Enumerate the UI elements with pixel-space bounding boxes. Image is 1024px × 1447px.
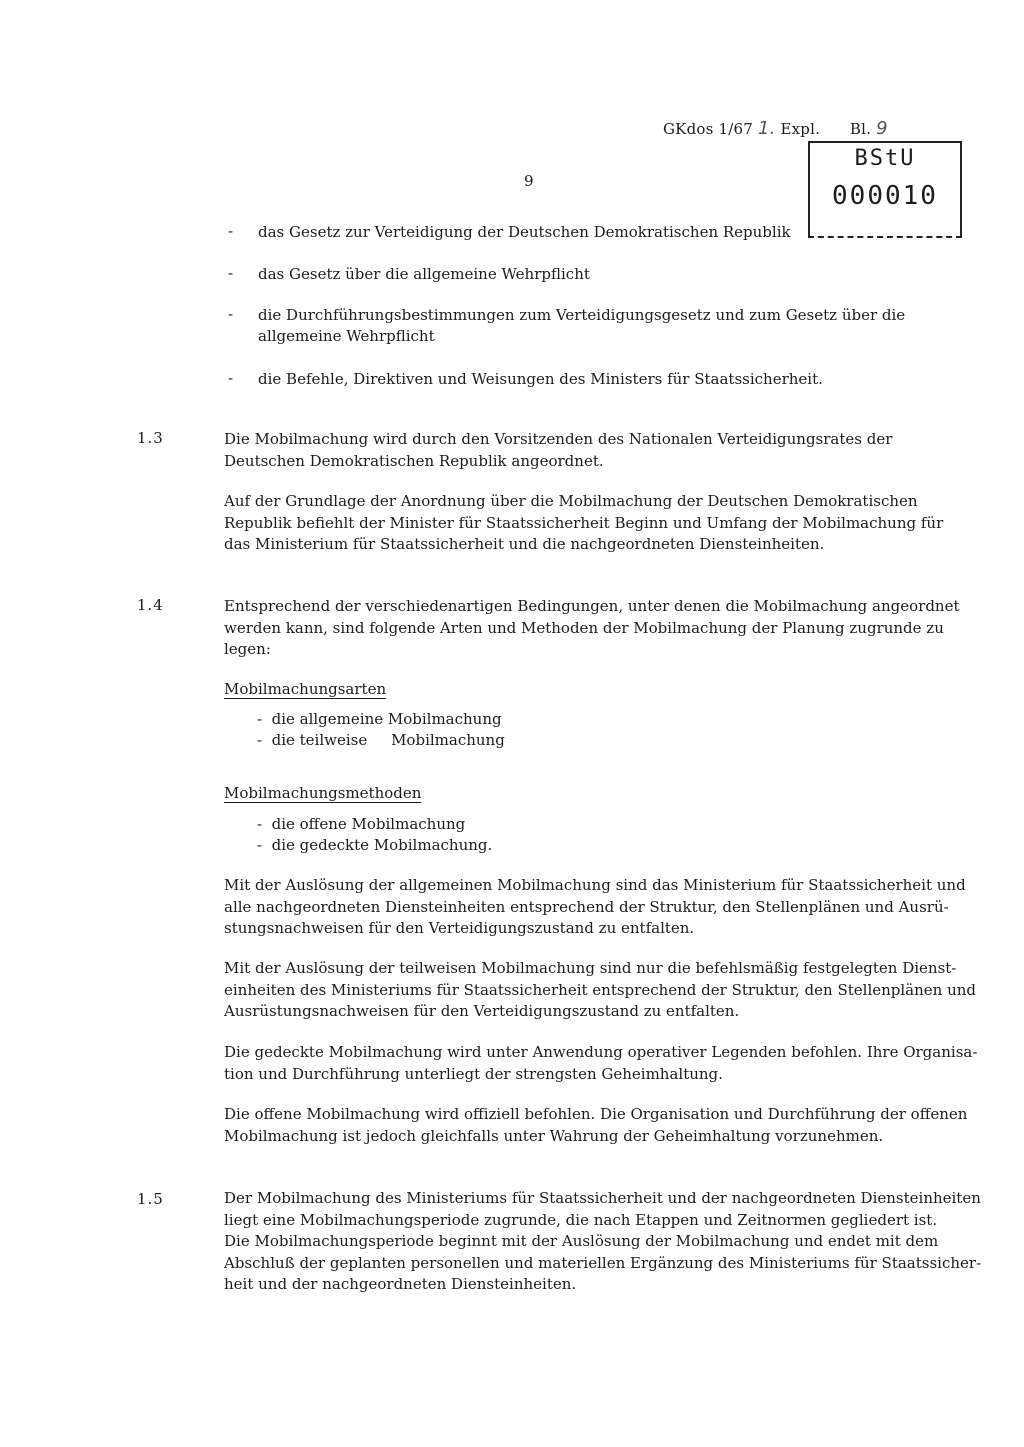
paragraph-gedeckte-mobilmachung [224, 1042, 978, 1085]
list-item: - die offene Mobilmachung [257, 815, 466, 833]
paragraph-teilweise-mobilmachung [224, 958, 977, 1023]
text-line: Abschluß der geplanten personellen und materiellen Ergänzung des Ministeriums für Staatssicher- [224, 1253, 982, 1272]
text-line: Die gedeckte Mobilmachung wird unter Anwendung operativer Legenden befohlen. Ihre Organisa- [224, 1043, 978, 1061]
text-line: Republik befiehlt der Minister für Staatssicherheit Beginn und Umfang der Mobilmachung für [224, 513, 944, 532]
section-1-4-intro [224, 596, 960, 661]
list-item-text: das Gesetz über die allgemeine Wehrpflicht [258, 265, 590, 283]
section-1-3-paragraph-1 [224, 429, 924, 472]
document-reference [663, 118, 888, 139]
section-number-1-4: 1.4 [137, 596, 164, 614]
text-line: Mobilmachung ist jedoch gleichfalls unter Wahrung der Geheimhaltung vorzunehmen. [224, 1126, 884, 1145]
stamp-dashed-edge [808, 236, 962, 238]
list-dash: - [228, 369, 234, 387]
list-item-text: die Durchführungsbestimmungen zum Verteidigungsgesetz und zum Gesetz über die [258, 306, 906, 324]
stamp-agency: BStU [854, 146, 916, 171]
list-item: - die teilweise Mobilmachung [257, 731, 505, 749]
mobilmachungsarten-heading: Mobilmachungsarten [224, 680, 387, 698]
copy-label: Expl. [780, 120, 821, 138]
list-item: - die allgemeine Mobilmachung [257, 710, 502, 728]
list-dash: - [228, 264, 234, 282]
list-dash: - [228, 222, 234, 240]
text-line: einheiten des Ministeriums für Staatssicherheit entsprechend der Struktur, den Stellenplänen und [224, 980, 977, 999]
text-line: Mit der Auslösung der teilweisen Mobilmachung sind nur die befehlsmäßig festgelegten Dienst- [224, 959, 957, 977]
text-line: Entsprechend der verschiedenartigen Bedingungen, unter denen die Mobilmachung angeordnet [224, 597, 960, 615]
text-line: Ausrüstungsnachweisen für den Verteidigungszustand zu entfalten. [224, 1002, 740, 1020]
text-line: Auf der Grundlage der Anordnung über die Mobilmachung der Deutschen Demokratischen [224, 492, 918, 510]
text-line: Die offene Mobilmachung wird offiziell befohlen. Die Organisation und Durchführung der offenen [224, 1105, 968, 1123]
page-number: 9 [524, 172, 534, 190]
text-line: legen: [224, 640, 271, 658]
text-line: liegt eine Mobilmachungsperiode zugrunde, die nach Etappen und Zeitnormen gegliedert ist. [224, 1210, 938, 1229]
list-item-text: die Befehle, Direktiven und Weisungen des Ministers für Staatssicherheit. [258, 370, 823, 388]
paragraph-offene-mobilmachung [224, 1104, 968, 1147]
text-line: werden kann, sind folgende Arten und Methoden der Mobilmachung der Planung zugrunde zu [224, 618, 944, 637]
section-number-1-3: 1.3 [137, 429, 164, 447]
list-dash: - [228, 305, 234, 323]
list-item-text-continued: allgemeine Wehrpflicht [258, 327, 435, 345]
archive-stamp [808, 141, 962, 238]
section-number-1-5: 1.5 [137, 1190, 164, 1208]
text-line: Der Mobilmachung des Ministeriums für Staatssicherheit und der nachgeordneten Diensteinheiten [224, 1189, 981, 1207]
copy-number-handwritten: 1. [757, 118, 776, 139]
text-line: das Ministerium für Staatssicherheit und die nachgeordneten Diensteinheiten. [224, 535, 825, 553]
text-line: Deutschen Demokratischen Republik angeordnet. [224, 451, 604, 470]
text-line: tion und Durchführung unterliegt der strengsten Geheimhaltung. [224, 1064, 723, 1083]
mobilmachungsmethoden-heading: Mobilmachungsmethoden [224, 784, 422, 802]
section-1-3-paragraph-2 [224, 491, 944, 556]
section-1-5-paragraph [224, 1188, 982, 1296]
text-line: Mit der Auslösung der allgemeinen Mobilmachung sind das Ministerium für Staatssicherheit und [224, 876, 966, 894]
text-line: stungsnachweisen für den Verteidigungszustand zu entfalten. [224, 919, 695, 937]
list-item: - die gedeckte Mobilmachung. [257, 836, 493, 854]
text-line: Die Mobilmachungsperiode beginnt mit der Auslösung der Mobilmachung und endet mit dem [224, 1232, 939, 1250]
stamp-number: 000010 [832, 181, 938, 211]
text-line: Die Mobilmachung wird durch den Vorsitzenden des Nationalen Verteidigungsrates der [224, 430, 893, 448]
list-item-text: das Gesetz zur Verteidigung der Deutschen Demokratischen Republik [258, 223, 791, 241]
sheet-number-handwritten: 9 [876, 118, 888, 139]
paragraph-allgemeine-mobilmachung [224, 875, 966, 940]
reference-prefix: GKdos 1/67 [663, 120, 753, 138]
text-line: alle nachgeordneten Diensteinheiten entsprechend der Struktur, den Stellenplänen und Ausrü- [224, 897, 949, 916]
sheet-label: Bl. [849, 120, 872, 138]
text-line: heit und der nachgeordneten Diensteinheiten. [224, 1275, 577, 1293]
